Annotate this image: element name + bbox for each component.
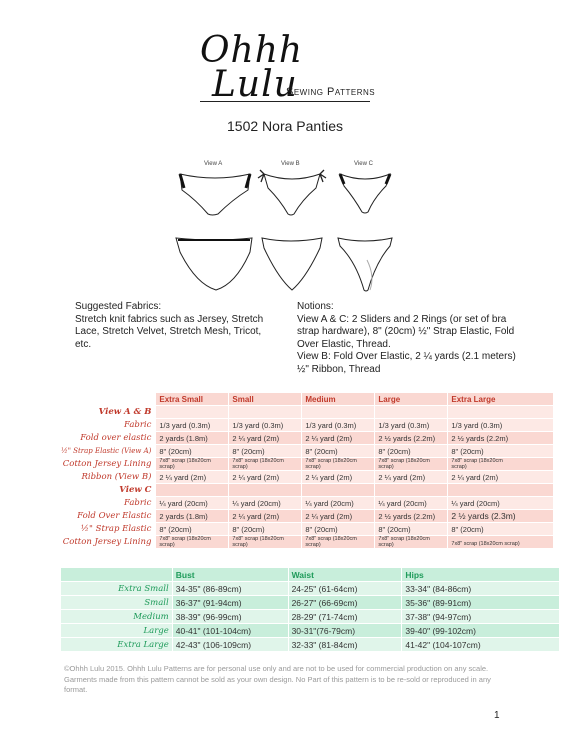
table-cell: 42-43" (106-109cm)	[172, 638, 288, 652]
view-c-back-illustration	[338, 238, 392, 291]
table-cell: 8" (20cm)	[156, 445, 229, 458]
size-label: Medium	[61, 610, 173, 624]
table-cell: 2 ¼ yard (2m)	[302, 432, 375, 445]
table-cell: 2 yards (1.8m)	[156, 432, 229, 445]
table-cell: 7x8" scrap (18x20cm scrap)	[451, 540, 520, 547]
measurement-column-header: Bust	[172, 568, 288, 582]
table-cell: 38-39" (96-99cm)	[172, 610, 288, 624]
table-cell: 2 yards (1.8m)	[156, 510, 229, 523]
view-a-label: View A	[204, 161, 223, 167]
section-label-view-a-b: View A & B	[98, 407, 152, 417]
section-header-row	[28, 484, 554, 497]
table-row	[28, 419, 554, 432]
view-a-back-illustration	[176, 238, 252, 290]
table-row	[28, 536, 554, 549]
table-cell: 33-34" (84-86cm)	[402, 582, 560, 596]
size-column-header: Medium	[302, 393, 375, 406]
table-cell: 26-27" (66-69cm)	[288, 596, 402, 610]
table-cell: 2 ¼ yard (2m)	[302, 471, 375, 484]
suggested-fabrics-heading: Suggested Fabrics:	[75, 301, 162, 312]
table-cell: 2 ½ yards (2.2m)	[448, 432, 554, 445]
garment-illustrations	[170, 168, 400, 293]
table-cell: 1/3 yard (0.3m)	[302, 419, 375, 432]
table-cell: 7x8" scrap (18x20cm scrap)	[232, 458, 284, 470]
logo-underline	[200, 101, 370, 102]
row-label: Fold Over Elastic	[77, 511, 152, 521]
notions-line: strap hardware), 8" (20cm) ½" Strap Elastic, Fold	[297, 326, 515, 337]
table-cell: 2 ¼ yard (2m)	[302, 510, 375, 523]
table-cell: 7x8" scrap (18x20cm scrap)	[378, 458, 430, 470]
row-label: Cotton Jersey Lining	[62, 459, 152, 469]
suggested-fabrics-section	[75, 301, 305, 351]
table-cell: 34-35" (86-89cm)	[172, 582, 288, 596]
table-cell: ¼ yard (20cm)	[156, 497, 229, 510]
table-cell: ¼ yard (20cm)	[375, 497, 448, 510]
row-label: Fabric	[124, 420, 152, 430]
table-cell: 32-33" (81-84cm)	[288, 638, 402, 652]
table-cell: 28-29" (71-74cm)	[288, 610, 402, 624]
pattern-title: 1502 Nora Panties	[227, 118, 343, 134]
size-column-header: Small	[229, 393, 302, 406]
size-column-header: Large	[375, 393, 448, 406]
table-cell: 1/3 yard (0.3m)	[229, 419, 302, 432]
row-label: Cotton Jersey Lining	[62, 537, 152, 547]
suggested-fabrics-line: Lace, Stretch Velvet, Stretch Mesh, Tricot,	[75, 326, 262, 337]
notions-line: Over Elastic, Thread.	[297, 338, 391, 350]
table-row	[61, 638, 560, 652]
notions-line: View A & C: 2 Sliders and 2 Rings (or set of bra	[297, 313, 507, 325]
table-cell: 7x8" scrap (18x20cm scrap)	[159, 536, 211, 548]
table-cell: 8" (20cm)	[156, 523, 229, 536]
table-cell: 1/3 yard (0.3m)	[375, 419, 448, 432]
yardage-header-row	[28, 393, 554, 406]
table-cell: ¼ yard (20cm)	[229, 497, 302, 510]
table-cell: 1/3 yard (0.3m)	[448, 419, 554, 432]
table-cell: 8" (20cm)	[229, 445, 302, 458]
page-number: 1	[494, 710, 500, 721]
notions-line: ½" Ribbon, Thread	[297, 363, 381, 375]
notions-heading: Notions:	[297, 301, 334, 312]
body-header-row	[61, 568, 560, 582]
table-cell: 40-41" (101-104cm)	[172, 624, 288, 638]
table-cell: 36-37" (91-94cm)	[172, 596, 288, 610]
logo-subtitle: Sewing Patterns	[286, 86, 376, 98]
table-cell: 8" (20cm)	[229, 523, 302, 536]
table-row	[61, 596, 560, 610]
view-b-front-illustration	[258, 170, 326, 215]
notions-section	[297, 301, 557, 376]
size-label: Small	[61, 596, 173, 610]
table-cell: 8" (20cm)	[375, 523, 448, 536]
size-column-header: Extra Small	[156, 393, 229, 406]
size-label: Large	[61, 624, 173, 638]
logo-word-ohhh: Ohhh	[200, 30, 304, 71]
view-c-label: View C	[354, 161, 373, 167]
logo-word-lulu: Lulu	[212, 64, 298, 105]
table-cell: 8" (20cm)	[448, 445, 554, 458]
table-cell: 7x8" scrap (18x20cm scrap)	[305, 536, 357, 548]
table-cell: 2 ½ yards (2.3m)	[448, 510, 554, 523]
table-cell: 1/3 yard (0.3m)	[156, 419, 229, 432]
notions-line: View B: Fold Over Elastic, 2 ¼ yards (2.1 meters)	[297, 351, 516, 362]
table-cell: 30-31"(76-79cm)	[288, 624, 402, 638]
size-column-header: Extra Large	[448, 393, 554, 406]
size-label: Extra Large	[61, 638, 173, 652]
table-cell: 39-40" (99-102cm)	[402, 624, 560, 638]
table-cell: 7x8" scrap (18x20cm scrap)	[378, 536, 430, 548]
table-row	[28, 523, 554, 536]
table-cell: 35-36" (89-91cm)	[402, 596, 560, 610]
table-row	[28, 497, 554, 510]
row-label: Fabric	[124, 498, 152, 508]
table-cell: ¼ yard (20cm)	[448, 497, 554, 510]
table-cell: 2 ½ yards (2.2m)	[375, 432, 448, 445]
section-header-row	[28, 406, 554, 419]
table-cell: 8" (20cm)	[448, 523, 554, 536]
table-cell: 2 ½ yards (2.2m)	[375, 510, 448, 523]
measurement-column-header: Waist	[288, 568, 402, 582]
view-b-back-illustration	[262, 238, 322, 290]
table-cell: ¼ yard (20cm)	[302, 497, 375, 510]
table-row	[61, 582, 560, 596]
yardage-table	[28, 392, 554, 549]
table-cell: 2 ¼ yard (2m)	[229, 471, 302, 484]
view-a-front-illustration	[180, 174, 250, 215]
table-cell: 8" (20cm)	[302, 445, 375, 458]
body-measurement-table	[60, 567, 560, 652]
table-cell: 2 ¼ yard (2m)	[156, 471, 229, 484]
measurement-column-header: Hips	[402, 568, 560, 582]
table-cell: 7x8" scrap (18x20cm scrap)	[232, 536, 284, 548]
row-label: Ribbon (View B)	[81, 472, 152, 482]
table-row	[28, 510, 554, 523]
table-row	[61, 624, 560, 638]
table-cell: 41-42" (104-107cm)	[402, 638, 560, 652]
table-cell: 2 ¼ yard (2m)	[229, 510, 302, 523]
table-cell: 8" (20cm)	[375, 445, 448, 458]
suggested-fabrics-line: Stretch knit fabrics such as Jersey, Stretch	[75, 313, 264, 325]
size-label: Extra Small	[61, 582, 173, 596]
row-label: Fold over elastic	[80, 433, 152, 443]
table-cell: 24-25" (61-64cm)	[288, 582, 402, 596]
table-cell: 2 ¼ yard (2m)	[448, 471, 554, 484]
suggested-fabrics-line: etc.	[75, 338, 92, 350]
table-cell: 2 ¼ yard (2m)	[375, 471, 448, 484]
table-cell: 7x8" scrap (18x20cm scrap)	[305, 458, 357, 470]
table-row	[28, 432, 554, 445]
table-cell: 8" (20cm)	[302, 523, 375, 536]
view-c-front-illustration	[340, 174, 390, 213]
row-label: ½" Strap Elastic	[80, 524, 152, 534]
table-row	[28, 471, 554, 484]
view-b-label: View B	[281, 161, 300, 167]
table-row	[61, 610, 560, 624]
section-label-view-c: View C	[119, 485, 152, 495]
table-cell: 7x8" scrap (18x20cm scrap)	[159, 458, 211, 470]
table-cell: 7x8" scrap (18x20cm scrap)	[451, 458, 503, 470]
table-row	[28, 445, 554, 458]
table-cell: 2 ¼ yard (2m)	[229, 432, 302, 445]
table-cell: 37-38" (94-97cm)	[402, 610, 560, 624]
row-label: ½" Strap Elastic (View A)	[60, 447, 152, 455]
table-row	[28, 458, 554, 471]
copyright-notice: ©Ohhh Lulu 2015. Ohhh Lulu Patterns are for personal use only and are not to be used for commercial production on any scale. Garments made from this pattern cannot be sold as your own design. No Part of this pattern is to be re-sold or reproduced in any format.	[64, 664, 491, 694]
